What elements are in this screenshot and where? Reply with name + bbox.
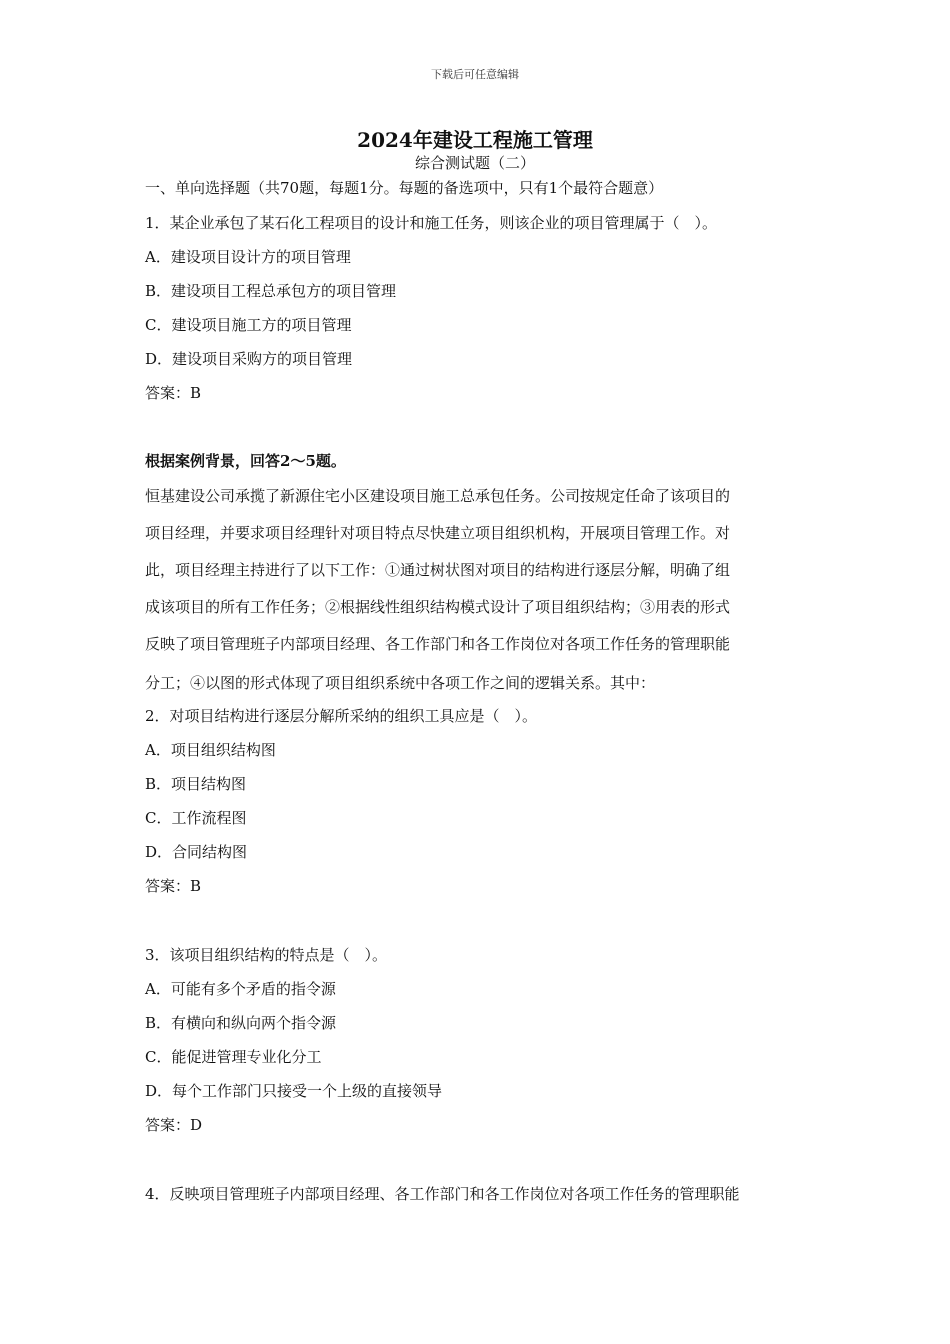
case-line: 项目经理，并要求项目经理针对项目特点尽快建立项目组织机构，开展项目管理工作。对 <box>145 524 731 542</box>
question-2-option-d: D．合同结构图 <box>145 843 248 861</box>
case-line: 反映了项目管理班子内部项目经理、各工作部门和各工作岗位对各项工作任务的管理职能 <box>145 635 731 653</box>
question-2-stem: 2．对项目结构进行逐层分解所采纳的组织工具应是（ ）。 <box>145 707 538 725</box>
question-2-option-a: A．项目组织结构图 <box>145 741 276 759</box>
question-3-stem: 3．该项目组织结构的特点是（ ）。 <box>145 946 388 964</box>
section-heading: 一、单向选择题（共70题，每题1分。每题的备选项中，只有1个最符合题意） <box>145 179 664 197</box>
question-3-option-d: D．每个工作部门只接受一个上级的直接领导 <box>145 1082 443 1100</box>
question-2-answer: 答案：B <box>145 877 202 895</box>
question-1-stem: 1．某企业承包了某石化工程项目的设计和施工任务，则该企业的项目管理属于（ ）。 <box>145 214 718 232</box>
case-line: 分工；④以图的形式体现了项目组织系统中各项工作之间的逻辑关系。其中： <box>145 674 656 692</box>
case-line: 此，项目经理主持进行了以下工作：①通过树状图对项目的结构进行逐层分解，明确了组 <box>145 561 731 579</box>
document-title: 2024年建设工程施工管理 <box>357 128 593 152</box>
case-line: 成该项目的所有工作任务；②根据线性组织结构模式设计了项目组织结构；③用表的形式 <box>145 598 731 616</box>
question-3-option-b: B．有横向和纵向两个指令源 <box>145 1014 337 1032</box>
question-1-option-b: B．建设项目工程总承包方的项目管理 <box>145 282 397 300</box>
question-3-option-a: A．可能有多个矛盾的指令源 <box>145 980 336 998</box>
question-1-option-a: A．建设项目设计方的项目管理 <box>145 248 351 266</box>
question-4-stem: 4．反映项目管理班子内部项目经理、各工作部门和各工作岗位对各项工作任务的管理职能 <box>145 1185 740 1203</box>
case-line: 恒基建设公司承揽了新源住宅小区建设项目施工总承包任务。公司按规定任命了该项目的 <box>145 487 731 505</box>
question-1-option-c: C．建设项目施工方的项目管理 <box>145 316 352 334</box>
case-heading: 根据案例背景，回答2～5题。 <box>145 452 346 470</box>
question-1-answer: 答案：B <box>145 384 202 402</box>
question-2-option-b: B．项目结构图 <box>145 775 247 793</box>
question-2-option-c: C．工作流程图 <box>145 809 247 827</box>
question-1-option-d: D．建设项目采购方的项目管理 <box>145 350 353 368</box>
header-note: 下载后可任意编辑 <box>431 68 519 81</box>
question-3-option-c: C．能促进管理专业化分工 <box>145 1048 322 1066</box>
question-3-answer: 答案：D <box>145 1116 203 1134</box>
document-subtitle: 综合测试题（二） <box>414 154 535 172</box>
